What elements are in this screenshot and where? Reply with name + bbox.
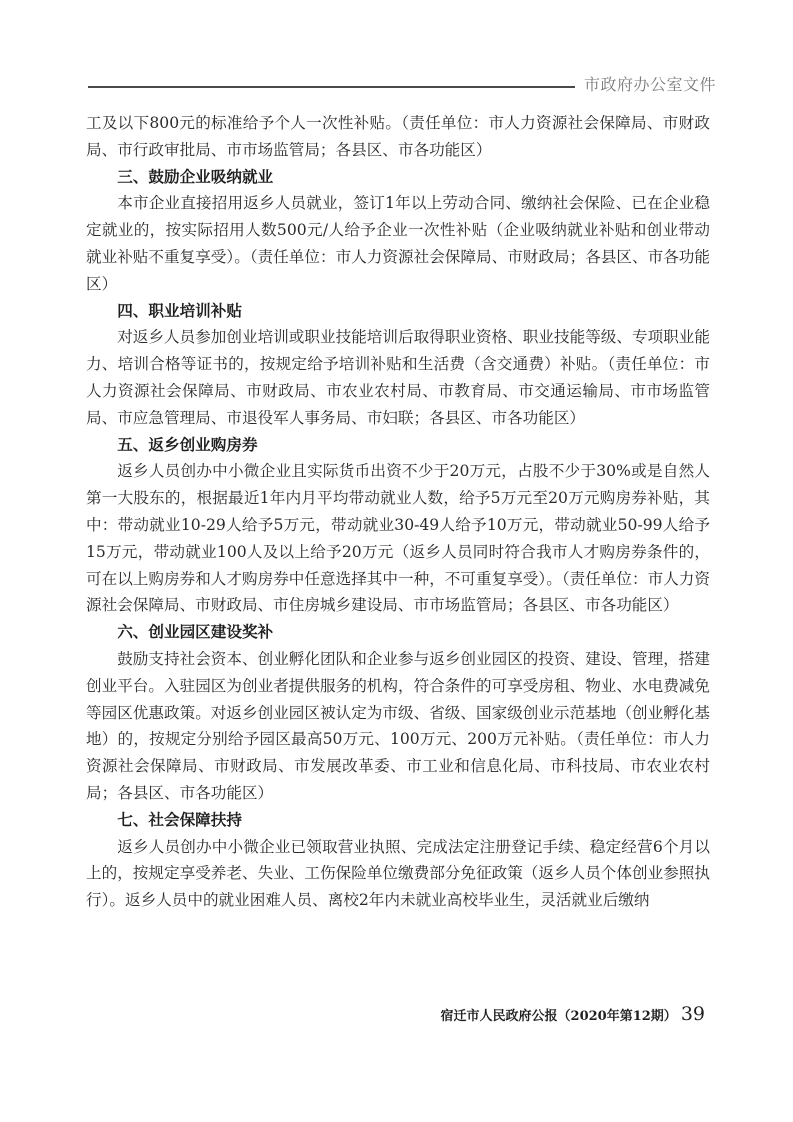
section-heading-7: 七、社会保障扶持 [117,810,242,829]
document-body [86,110,710,914]
paragraph-social-security: 返乡人员创办中小微企业已领取营业执照、完成法定注册登记手续、稳定经营6个月以上的，按规定享受养老、失业、工伤保险单位缴费部分免征政策（返乡人员个体创业参照执行）。返乡人员中的就业困难人员、离校2年内未就业高校毕业生，灵活就业后缴纳 [86,837,710,910]
header-rule [88,86,575,88]
header-label: 市政府办公室文件 [584,75,717,94]
section-heading-4: 四、职业培训补贴 [117,301,242,320]
paragraph-park-subsidy: 鼓励支持社会资本、创业孵化团队和企业参与返乡创业园区的投资、建设、管理，搭建创业平台。入驻园区为创业者提供服务的机构，符合条件的可享受房租、物业、水电费减免等园区优惠政策。对返乡创业园区被认定为市级、省级、国家级创业示范基地（创业孵化基地）的，按规定分别给予园区最高50万元、100万元、200万元补贴。（责任单位：市人力资源社会保障局、市财政局、市发展改革委、市工业和信息化局、市科技局、市农业农村局；各县区、市各功能区） [86,649,710,802]
section-heading-5: 五、返乡创业购房券 [117,435,258,454]
section-heading-3: 三、鼓励企业吸纳就业 [117,167,274,186]
page-number: 39 [680,1003,705,1025]
page-footer [441,1003,705,1025]
paragraph-continued: 工及以下800元的标准给予个人一次性补贴。（责任单位：市人力资源社会保障局、市财政局、市行政审批局、市市场监管局；各县区、市各功能区） [86,114,710,159]
paragraph-housing-voucher: 返乡人员创办中小微企业且实际货币出资不少于20万元，占股不少于30%或是自然人第一大股东的，根据最近1年内月平均带动就业人数，给予5万元至20万元购房券补贴，其中：带动就业10-29人给予5万元，带动就业30-49人给予10万元，带动就业50-99人给予15万元，带动就业100人及以上给予20万元（返乡人员同时符合我市人才购房券条件的，可在以上购房券和人才购房券中任意选择其中一种，不可重复享受）。（责任单位：市人力资源社会保障局、市财政局、市住房城乡建设局、市市场监管局；各县区、市各功能区） [86,462,710,615]
publication-title: 宿迁市人民政府公报（2020年第12期） [440,1009,677,1024]
paragraph-enterprise-employment: 本市企业直接招用返乡人员就业，签订1年以上劳动合同、缴纳社会保险、已在企业稳定就业的，按实际招用人数500元/人给予企业一次性补贴（企业吸纳就业补贴和创业带动就业补贴不重复享受）。（责任单位：市人力资源社会保障局、市财政局；各县区、市各功能区） [86,194,710,293]
paragraph-vocational-training: 对返乡人员参加创业培训或职业技能培训后取得职业资格、职业技能等级、专项职业能力、培训合格等证书的，按规定给予培训补贴和生活费（含交通费）补贴。（责任单位：市人力资源社会保障局、市财政局、市农业农村局、市教育局、市交通运输局、市市场监管局、市应急管理局、市退役军人事务局、市妇联；各县区、市各功能区） [86,328,710,427]
section-heading-6: 六、创业园区建设奖补 [117,623,274,642]
